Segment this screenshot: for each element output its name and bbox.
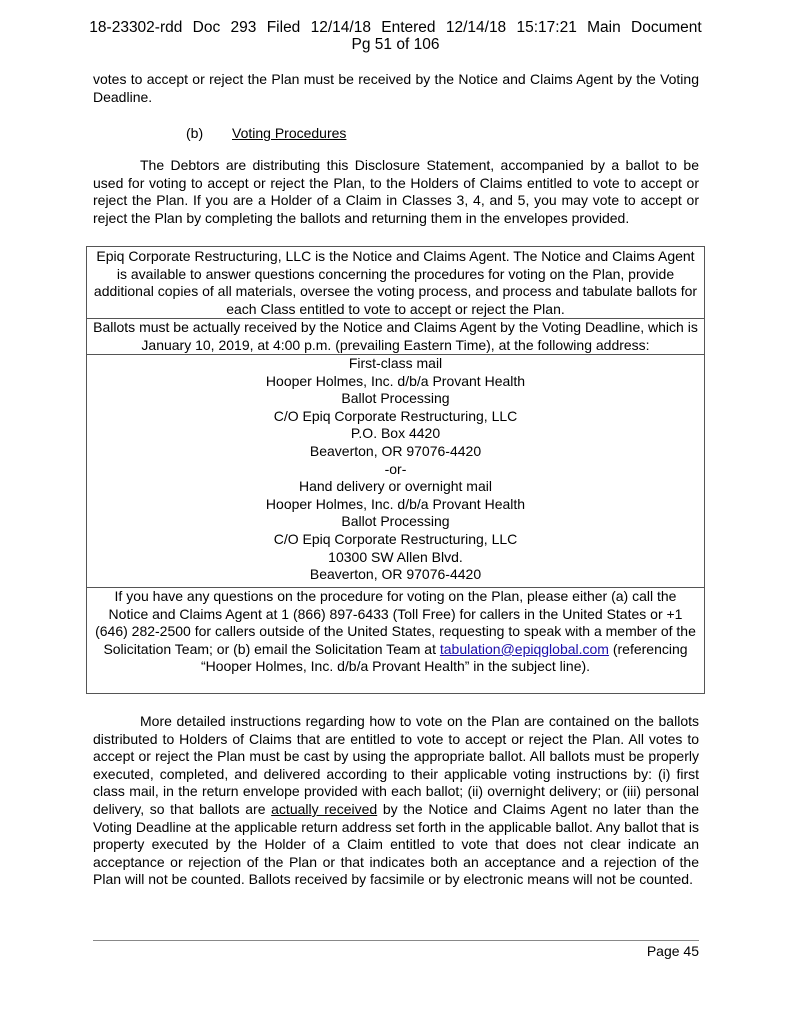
section-number: (b) (186, 125, 204, 141)
hand-address-line: Ballot Processing (341, 513, 450, 530)
mail-address-line: Ballot Processing (341, 390, 450, 407)
email-link[interactable]: tabulation@epiqglobal.com (439, 640, 609, 657)
section-heading (186, 125, 346, 141)
paragraph-detailed-instructions (93, 713, 699, 889)
mail-address-line: C/O Epiq Corporate Restructuring, LLC (273, 407, 518, 424)
docket-page-count: Pg 51 of 106 (351, 36, 440, 53)
ballot-deadline-cell: Ballots must be actually received by the Notice and Claims Agent by the Voting Deadline, which is January 10, 2019, at 4:00 p.m. (prevailing Eastern Time), at the following address: (87, 319, 704, 355)
hand-address-line: 10300 SW Allen Blvd. (328, 548, 463, 565)
hand-method: Hand delivery or overnight mail (299, 478, 492, 495)
hand-address-line: Beaverton, OR 97076-4420 (309, 566, 482, 583)
docket-header: 18-23302-rdd Doc 293 Filed 12/14/18 Entered 12/14/18 15:17:21 Main Document (89, 19, 702, 36)
questions-text-end: (referencing “Hooper Holmes, Inc. d/b/a Provant Health” in the subject line). (200, 640, 688, 675)
mail-address-line: Beaverton, OR 97076-4420 (309, 442, 482, 459)
agent-info-cell: Epiq Corporate Restructuring, LLC is the Notice and Claims Agent. The Notice and Claims Agent is available to answer questions concerning the procedures for voting on the Plan, provide additional copies of all materials, oversee the voting process, and process and tabulate ballots for each Class entitled to vote to accept or reject the Plan. (87, 247, 704, 319)
mail-address-line: P.O. Box 4420 (350, 425, 441, 442)
questions-text: If you have any questions on the procedure for voting on the Plan, please either (a) call the Notice and Claims Agent at 1 (866) 897-6433 (Toll Free) for callers in the United States or +1 (646) 282-2500 for callers outside of the United States, requesting to speak with a member of the Solicitation Team; or (b) email the Solicitation Team at (95, 588, 696, 657)
mail-address-line: Hooper Holmes, Inc. d/b/a Provant Health (265, 372, 526, 389)
paragraph-voting-procedures: The Debtors are distributing this Disclosure Statement, accompanied by a ballot to be used for voting to accept or reject the Plan, to the Holders of Claims entitled to vote to accept or reject the Plan. If you are a Holder of a Claim in Classes 3, 4, and 5, you may vote to accept or reject the Plan by completing the ballots and returning them in the envelopes provided. (93, 157, 699, 226)
footer-rule (93, 940, 699, 941)
hand-address-line: Hooper Holmes, Inc. d/b/a Provant Health (265, 495, 526, 512)
actually-received-text: actually received (271, 800, 378, 817)
section-title: Voting Procedures (232, 125, 347, 141)
address-cell (87, 355, 704, 588)
hand-address-line: C/O Epiq Corporate Restructuring, LLC (273, 530, 518, 547)
questions-cell (87, 588, 704, 693)
page-number: Page 45 (646, 943, 699, 959)
instructions-text-end: by the Notice and Claims Agent no later than the Voting Deadline at the applicable return address set forth in the applicable ballot. Any ballot that is property executed by the Holder of a Claim entitled to vote that does not clear indicate an acceptance or rejection of the Plan or that indicates both an acceptance and a rejection of the Plan will not be counted. Ballots received by facsimile or by electronic means will not be counted. (93, 800, 699, 888)
notice-agent-box (86, 246, 705, 694)
instructions-text: More detailed instructions regarding how to vote on the Plan are contained on the ballots distributed to Holders of Claims that are entitled to vote to accept or reject the Plan. All votes to accept or reject the Plan must be cast by using the appropriate ballot. All ballots must be properly executed, completed, and delivered according to their applicable voting instructions by: (i) first class mail, in the return envelope provided with each ballot; (ii) overnight delivery; or (iii) personal delivery, so that ballots are (93, 713, 699, 817)
paragraph-voting-deadline: votes to accept or reject the Plan must be received by the Notice and Claims Agent by the Voting Deadline. (93, 71, 699, 105)
mail-method: First-class mail (348, 355, 443, 371)
address-separator: -or- (384, 460, 407, 477)
